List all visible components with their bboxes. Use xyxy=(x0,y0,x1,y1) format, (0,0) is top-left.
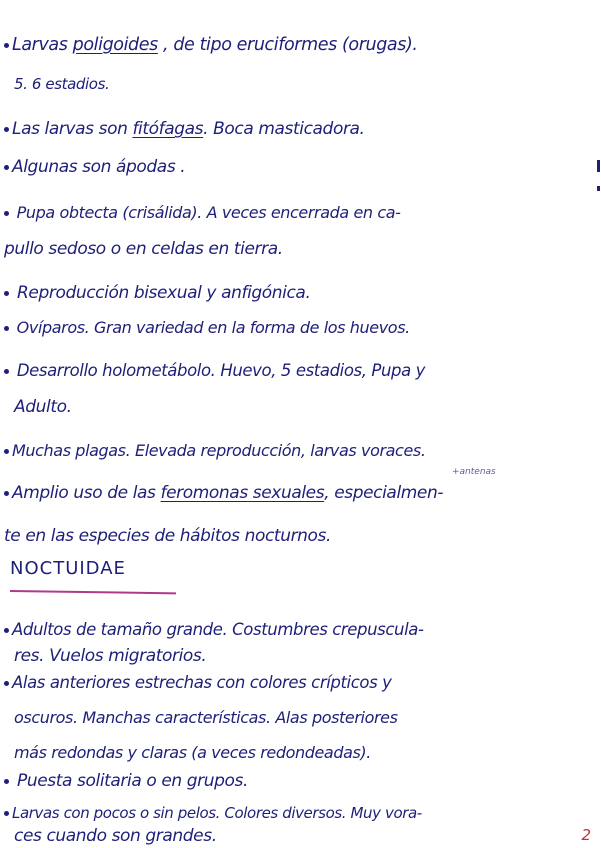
bullet-dot xyxy=(4,779,9,784)
line-text: ces cuando son grandes. xyxy=(14,826,217,846)
line-text: Pupa obtecta (crisálida). A veces encerrada en ca- xyxy=(12,203,401,222)
note-line xyxy=(4,672,392,694)
bullet-dot xyxy=(4,369,9,374)
note-line xyxy=(4,156,185,178)
line-text: te en las especies de hábitos nocturnos. xyxy=(4,526,331,546)
margin-mark xyxy=(597,160,600,172)
page-number: 2 xyxy=(581,826,591,844)
note-line xyxy=(14,825,217,847)
underlined-term: feromonas sexuales xyxy=(160,483,325,503)
note-line xyxy=(4,802,422,824)
line-text: , especialmen- xyxy=(324,483,444,503)
line-text: oscuros. Manchas características. Alas posteriores xyxy=(14,708,398,727)
bullet-dot xyxy=(4,326,9,331)
line-text: Puesta solitaria o en grupos. xyxy=(12,771,249,791)
line-text: Muchas plagas. Elevada reproducción, larvas voraces. xyxy=(12,441,426,460)
line-text: Amplio uso de las xyxy=(12,483,161,503)
underlined-term: poligoides xyxy=(72,35,158,55)
line-text: res. Vuelos migratorios. xyxy=(14,646,207,666)
note-line xyxy=(14,645,206,667)
line-text: Larvas con pocos o sin pelos. Colores diversos. Muy vora- xyxy=(12,804,422,822)
note-line xyxy=(4,202,401,224)
note-line xyxy=(4,482,443,504)
note-line xyxy=(14,742,371,764)
bullet-dot xyxy=(4,127,9,132)
line-text: Desarrollo holometábolo. Huevo, 5 estadios, Pupa y xyxy=(12,361,426,380)
margin-mark xyxy=(597,186,600,191)
bullet-dot xyxy=(4,681,9,686)
bullet-dot xyxy=(4,449,9,454)
line-text: , de tipo eruciformes (orugas). xyxy=(157,35,418,55)
bullet-dot xyxy=(4,211,9,216)
line-text: 5. 6 estadios. xyxy=(14,75,110,93)
bullet-dot xyxy=(4,628,9,633)
heading-underline xyxy=(10,590,176,594)
bullet-dot xyxy=(4,165,9,170)
bullet-dot xyxy=(4,811,9,816)
line-text: pullo sedoso o en celdas en tierra. xyxy=(4,239,283,259)
note-line xyxy=(4,317,410,339)
line-text: Las larvas son xyxy=(12,119,133,139)
note-line xyxy=(4,525,331,547)
note-line xyxy=(4,238,283,260)
bullet-dot xyxy=(4,43,9,48)
note-line xyxy=(14,396,72,418)
note-line xyxy=(4,360,425,382)
note-line xyxy=(4,34,418,56)
line-text: Ovíparos. Gran variedad en la forma de los huevos. xyxy=(12,318,410,337)
note-line xyxy=(4,770,248,792)
note-line xyxy=(4,440,426,462)
note-line xyxy=(4,118,365,140)
note-line xyxy=(14,707,398,729)
underlined-term: fitófagas xyxy=(132,119,204,139)
line-text: Adultos de tamaño grande. Costumbres crepuscula- xyxy=(12,620,424,639)
line-text: Adulto. xyxy=(14,397,72,417)
bullet-dot xyxy=(4,291,9,296)
note-line xyxy=(4,282,310,304)
line-text: Alas anteriores estrechas con colores crípticos y xyxy=(12,673,392,692)
line-text: . Boca masticadora. xyxy=(203,119,365,139)
line-text: Reproducción bisexual y anfigónica. xyxy=(12,283,311,303)
line-text: Algunas son ápodas . xyxy=(12,157,186,177)
line-text: Larvas xyxy=(12,35,73,55)
bullet-dot xyxy=(4,491,9,496)
annotation-antenas: +antenas xyxy=(452,467,496,477)
note-line xyxy=(14,73,109,95)
section-heading: NOCTUIDAE xyxy=(10,558,126,579)
line-text: más redondas y claras (a veces redondeadas). xyxy=(14,743,371,762)
note-line xyxy=(4,619,424,641)
